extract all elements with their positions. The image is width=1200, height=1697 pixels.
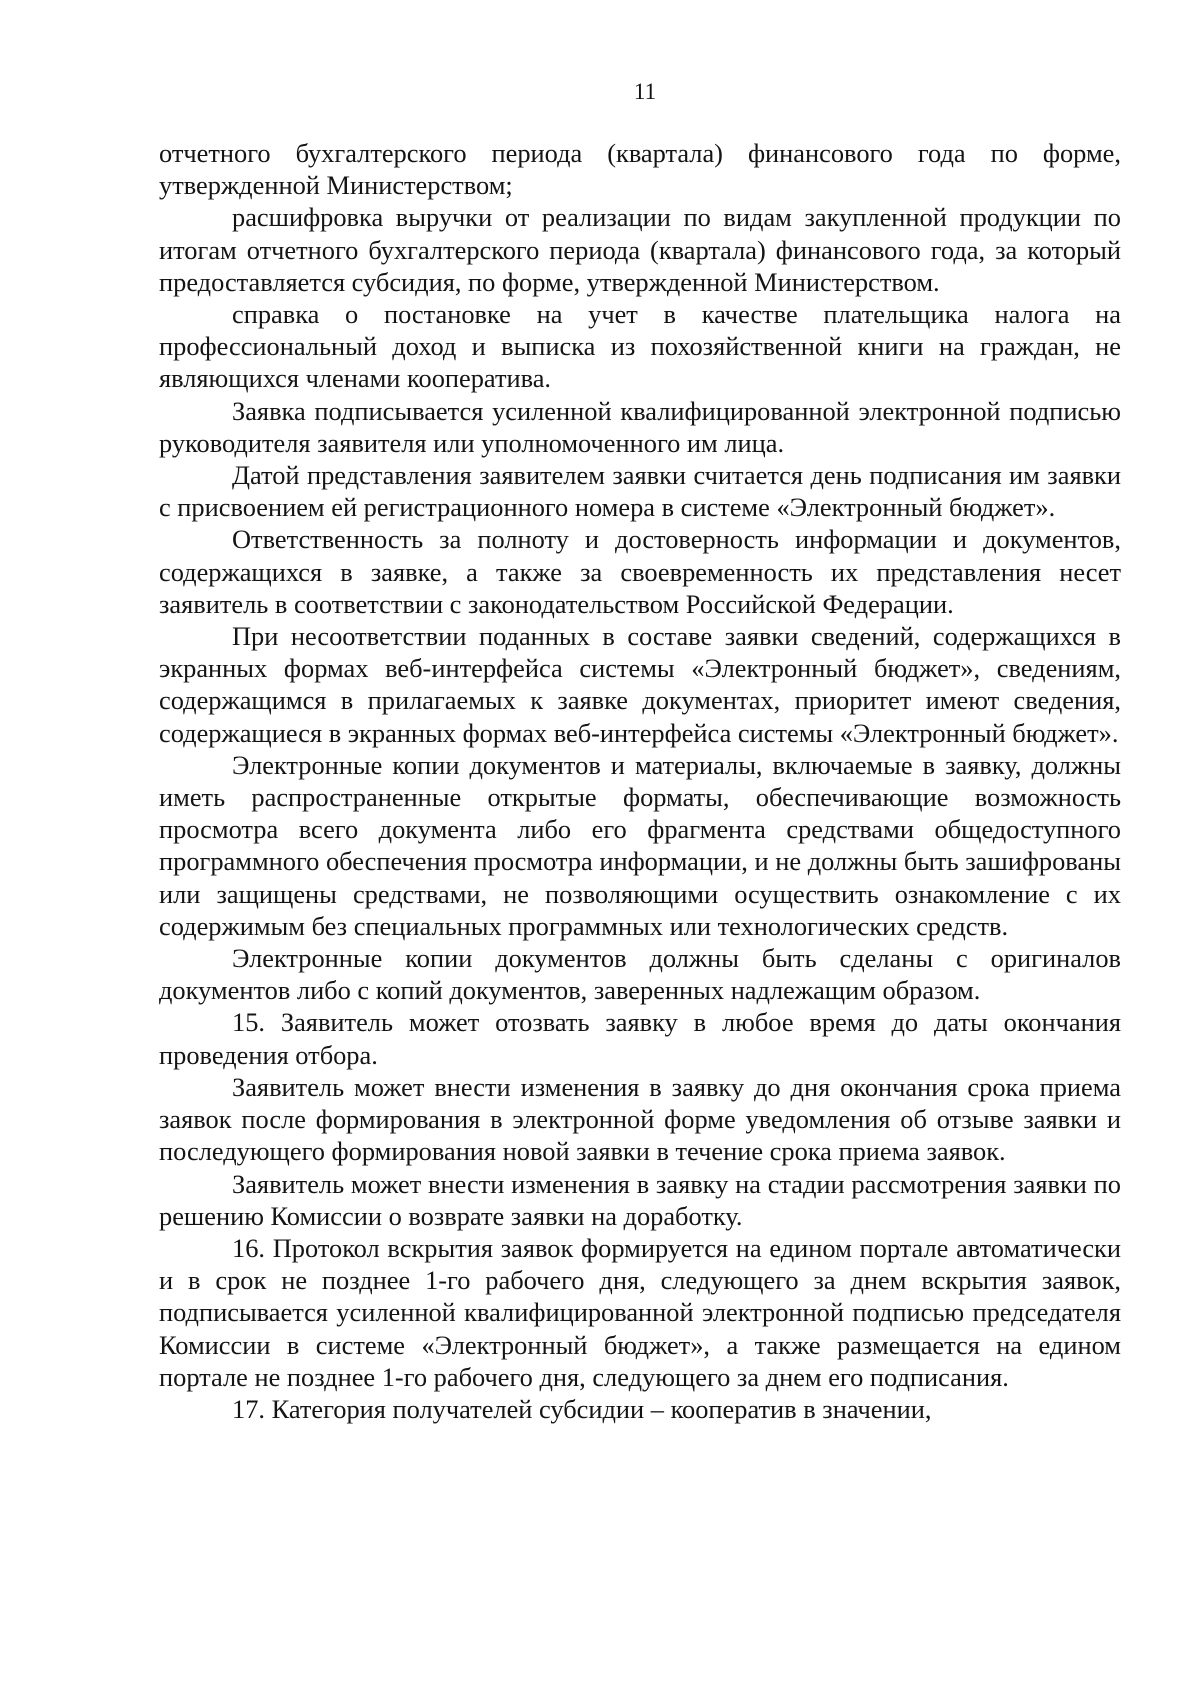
- paragraph-signature: Заявка подписывается усиленной квалифицированной электронной подписью руководителя заявителя или уполномоченного им лица.: [159, 395, 1121, 458]
- paragraph-submission-date: Датой представления заявителем заявки считается день подписания им заявки с присвоением ей регистрационного номера в системе «Электронный бюджет».: [159, 460, 1121, 523]
- page-number: 11: [633, 79, 657, 104]
- paragraph-item-16: 16. Протокол вскрытия заявок формируется на едином портале автоматически и в срок не позднее 1-го рабочего дня, следующего за днем вскрытия заявок, подписывается усиленной квалифицированной электронной подписью председателя Комиссии в системе «Электронный бюджет», а также размещается на едином портале не позднее 1-го рабочего дня, следующего за днем его подписания.: [159, 1232, 1121, 1392]
- paragraph-tax-certificate: справка о постановке на учет в качестве плательщика налога на профессиональный доход и выписка из похозяйственной книги на граждан, не являющихся членами кооператива.: [159, 299, 1121, 394]
- paragraph-amendments-before-deadline: Заявитель может внести изменения в заявку до дня окончания срока приема заявок после формирования в электронной форме уведомления об отзыве заявки и последующего формирования новой заявки в течение срока приема заявок.: [159, 1071, 1121, 1167]
- document-body: [159, 137, 1121, 1425]
- paragraph-continuation: отчетного бухгалтерского периода (квартала) финансового года по форме, утвержденной Министерством;: [159, 138, 1121, 201]
- paragraph-item-17: 17. Категория получателей субсидии – кооператив в значении,: [232, 1393, 932, 1424]
- paragraph-electronic-copies-originals: Электронные копии документов должны быть сделаны с оригиналов документов либо с копий документов, заверенных надлежащим образом.: [159, 943, 1121, 1006]
- paragraph-amendments-on-review: Заявитель может внести изменения в заявку на стадии рассмотрения заявки по решению Комиссии о возврате заявки на доработку.: [159, 1168, 1121, 1231]
- paragraph-revenue-breakdown: расшифровка выручки от реализации по видам закупленной продукции по итогам отчетного бухгалтерского периода (квартала) финансового года, за который предоставляется субсидия, по форме, утвержденной Министерством.: [159, 202, 1121, 297]
- paragraph-responsibility: Ответственность за полноту и достоверность информации и документов, содержащихся в заявке, а также за своевременность их представления несет заявитель в соответствии с законодательством Российской Федерации.: [159, 524, 1121, 619]
- paragraph-electronic-copies-formats: Электронные копии документов и материалы, включаемые в заявку, должны иметь распространенные открытые форматы, обеспечивающие возможность просмотра всего документа либо его фрагмента средствами общедоступного программного обеспечения просмотра информации, и не должны быть зашифрованы или защищены средствами, не позволяющими осуществить ознакомление с их содержимым без специальных программных или технологических средств.: [159, 749, 1121, 941]
- paragraph-item-15: 15. Заявитель может отозвать заявку в любое время до даты окончания проведения отбора.: [159, 1007, 1121, 1070]
- paragraph-discrepancy: При несоответствии поданных в составе заявки сведений, содержащихся в экранных формах веб-интерфейса системы «Электронный бюджет», сведениям, содержащимся в прилагаемых к заявке документах, приоритет имеют сведения, содержащиеся в экранных формах веб-интерфейса системы «Электронный бюджет».: [159, 621, 1121, 748]
